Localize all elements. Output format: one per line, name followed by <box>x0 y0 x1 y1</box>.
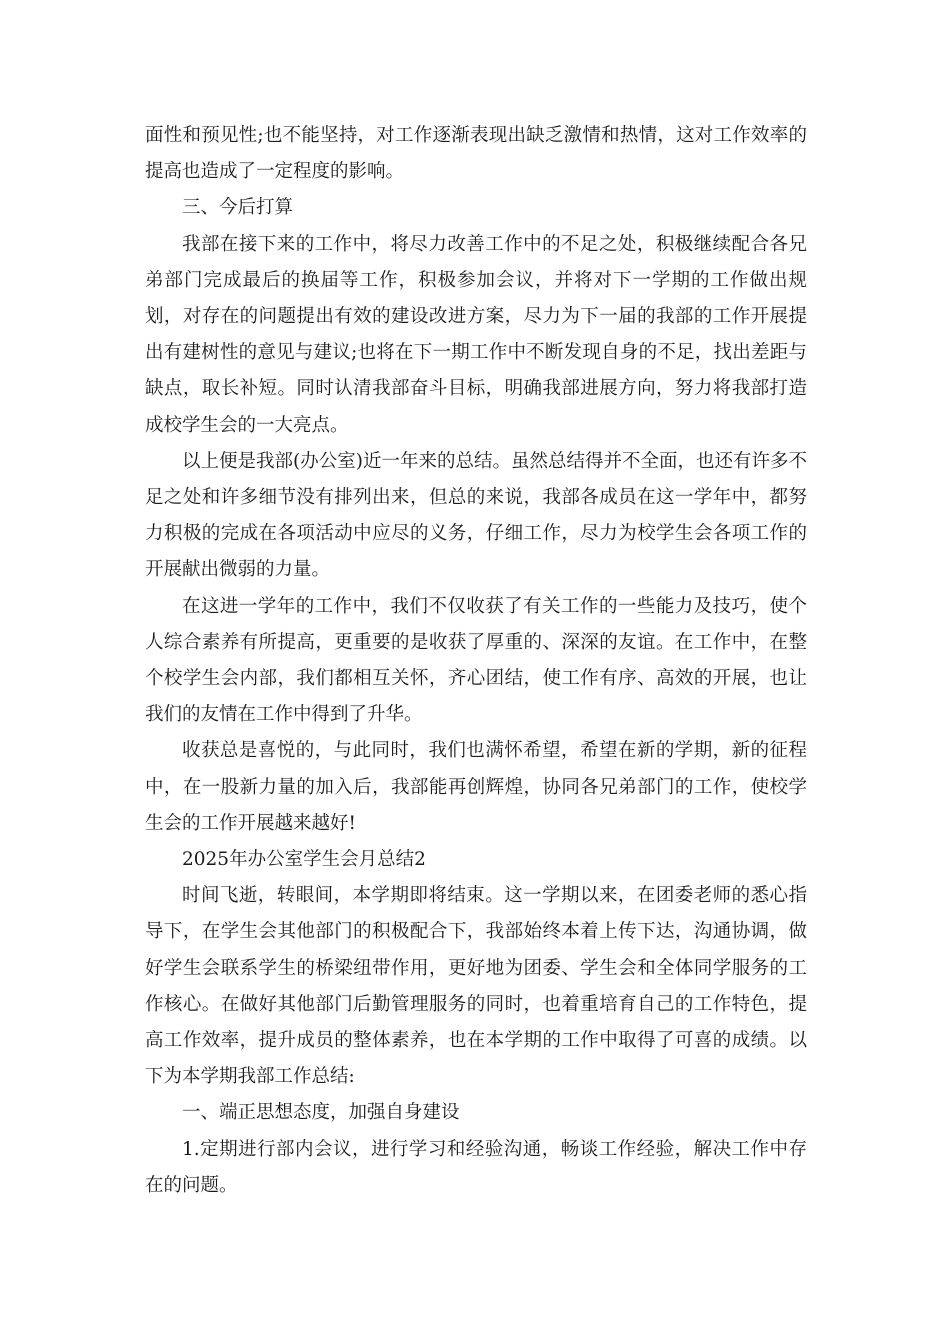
paragraph-5: 收获总是喜悦的，与此同时，我们也满怀希望，希望在新的学期，新的征程中，在一股新力量的加入后，我部能再创辉煌，协同各兄弟部门的工作，使校学生会的工作开展越来越好! <box>145 740 807 834</box>
paragraph-6: 时间飞逝，转眼间，本学期即将结束。这一学期以来，在团委老师的悉心指导下，在学生会其他部门的积极配合下，我部始终本着上传下达，沟通协调，做好学生会联系学生的桥梁纽带作用，更好地为团委、学生会和全体同学服务的工作核心。在做好其他部门后勤管理服务的同时，也着重培育自己的工作特色，提高工作效率，提升成员的整体素养，也在本学期的工作中取得了可喜的成绩。以下为本学期我部工作总结: <box>145 885 807 1088</box>
section-heading-future-plans: 三、今后打算 <box>182 197 294 219</box>
document-subtitle: 2025年办公室学生会月总结2 <box>182 849 426 871</box>
paragraph-1: 面性和预见性;也不能坚持，对工作逐渐表现出缺乏激情和热情，这对工作效率的提高也造成了一定程度的影响。 <box>145 125 807 183</box>
paragraph-4: 在这进一学年的工作中，我们不仅收获了有关工作的一些能力及技巧，使个人综合素养有所提高，更重要的是收获了厚重的、深深的友谊。在工作中，在整个校学生会内部，我们都相互关怀，齐心团结，使工作有序、高效的开展，也让我们的友情在工作中得到了升华。 <box>145 595 807 726</box>
document-body <box>145 118 807 1204</box>
list-item-1: 1.定期进行部内会议，进行学习和经验沟通，畅谈工作经验，解决工作中存在的问题。 <box>145 1138 807 1196</box>
paragraph-3: 以上便是我部(办公室)近一年来的总结。虽然总结得并不全面，也还有许多不足之处和许多细节没有排列出来，但总的来说，我部各成员在这一学年中，都努力积极的完成在各项活动中应尽的义务，仔细工作，尽力为校学生会各项工作的开展献出微弱的力量。 <box>145 450 807 581</box>
section-heading-attitude: 一、端正思想态度，加强自身建设 <box>182 1102 460 1124</box>
paragraph-2: 我部在接下来的工作中，将尽力改善工作中的不足之处，积极继续配合各兄弟部门完成最后的换届等工作，积极参加会议，并将对下一学期的工作做出规划，对存在的问题提出有效的建设改进方案，尽力为下一届的我部的工作开展提出有建树性的意见与建议;也将在下一期工作中不断发现自身的不足，找出差距与缺点，取长补短。同时认清我部奋斗目标，明确我部进展方向，努力将我部打造成校学生会的一大亮点。 <box>145 233 807 436</box>
